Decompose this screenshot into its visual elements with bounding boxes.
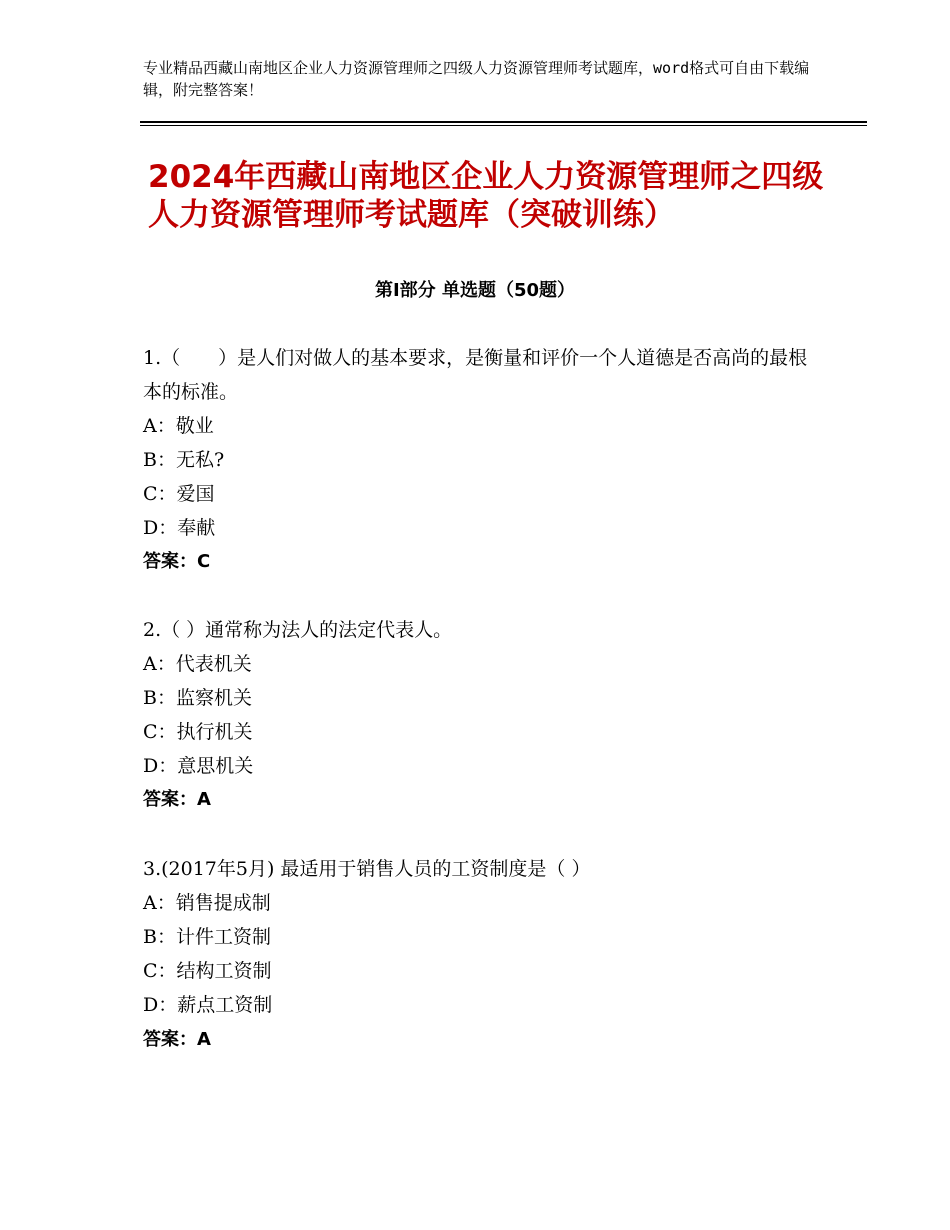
option-b: B：计件工资制 <box>143 926 271 948</box>
option-c: C：结构工资制 <box>143 960 272 982</box>
question-text: 1.（ ）是人们对做人的基本要求，是衡量和评价一个人道德是否高尚的最根本的标准。 <box>143 347 808 403</box>
option-a: A：销售提成制 <box>143 892 271 914</box>
option-a: A：代表机关 <box>143 653 252 675</box>
header-divider-thin <box>140 125 867 126</box>
question-text: 3.(2017年5月) 最适用于销售人员的工资制度是（ ） <box>143 858 591 880</box>
option-d: D：意思机关 <box>143 755 254 777</box>
option-c: C：执行机关 <box>143 721 253 743</box>
answer: 答案：C <box>143 551 211 572</box>
option-a: A：敬业 <box>143 415 214 437</box>
answer: 答案：A <box>143 1029 211 1050</box>
document-title: 2024年西藏山南地区企业人力资源管理师之四级人力资源管理师考试题库（突破训练） <box>148 159 824 233</box>
option-d: D：奉献 <box>143 517 216 539</box>
header-divider <box>140 121 867 123</box>
question-text: 2.（ ）通常称为法人的法定代表人。 <box>143 619 453 641</box>
option-c: C：爱国 <box>143 483 215 505</box>
header-note: 专业精品西藏山南地区企业人力资源管理师之四级人力资源管理师考试题库，word格式可自由下载编辑，附完整答案！ <box>143 59 810 99</box>
answer: 答案：A <box>143 789 211 810</box>
section-heading: 第Ⅰ部分 单选题（50题） <box>374 280 575 301</box>
option-d: D：薪点工资制 <box>143 994 273 1016</box>
option-b: B：无私? <box>143 449 225 471</box>
option-b: B：监察机关 <box>143 687 252 709</box>
